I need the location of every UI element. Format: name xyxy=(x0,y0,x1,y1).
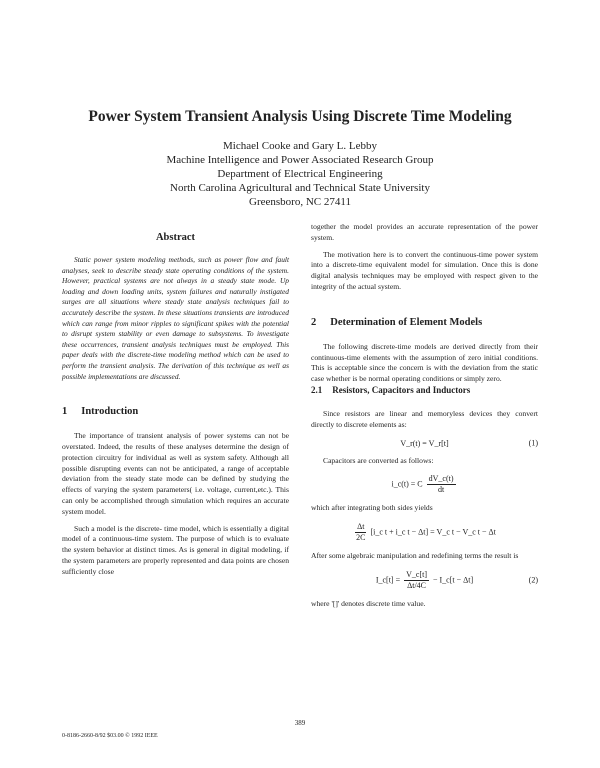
intro-number: 1 xyxy=(62,406,68,418)
copyright-line: 0-8186-2660-8/92 $03.00 © 1992 IEEE xyxy=(62,733,158,739)
integration-paragraph: which after integrating both sides yields xyxy=(311,503,433,513)
subsection21-number: 2.1 xyxy=(311,384,323,395)
intro-paragraph-1: The importance of transient analysis of power systems can not be overstated. Indeed, the results of these analyses determine the design of protection circuitry for individual as well as system safety. Although all possible disrupting events can not be anticipated, a range of acceptable deviation from the steady state mode can be defined by studying the effects of varying the system parameters( i.e. voltage, current,etc.). This can only be accomplished through simulation which requires an accurate system model. xyxy=(62,431,289,516)
section2-title: Determination of Element Models xyxy=(330,316,483,328)
intro-title: Introduction xyxy=(81,406,139,418)
equation-capacitor-fraction xyxy=(427,474,456,495)
intro-paragraph-2: Such a model is the discrete- time model, which is essentially a digital model of a continuous-time system. The purpose of which is to evaluate the system behavior at distinct times. As is general in digital modeling, if the system parameters are properly represented and data points are chosen sufficiently close xyxy=(62,523,289,576)
capacitor-paragraph: Capacitors are converted as follows: xyxy=(323,455,434,465)
discrete-note-paragraph: where '[]' denotes discrete time value. xyxy=(311,598,426,608)
equation-1-body: V_r(t) = V_r[t] xyxy=(400,438,449,448)
equation-2-lhs: I_c[t] = xyxy=(375,575,401,585)
equation-capacitor-denominator: dt xyxy=(437,485,445,495)
author-location: Greensboro, NC 27411 xyxy=(249,196,351,208)
equation-2-numerator: V_c[t] xyxy=(406,569,427,579)
equation-capacitor xyxy=(311,474,538,495)
author-university: North Carolina Agricultural and Technical State University xyxy=(170,182,430,194)
equation-2-denominator: Δt/4C xyxy=(407,580,427,590)
equation-2-fraction xyxy=(404,570,429,591)
intro-heading xyxy=(62,406,289,417)
author-department: Department of Electrical Engineering xyxy=(217,168,383,180)
author-group: Machine Intelligence and Power Associated Research Group xyxy=(166,154,434,166)
motivation-paragraph: The motivation here is to convert the continuous-time power system into a discrete-time equivalent model for simulation. Once this is done digital analysis techniques may be employed with respect given to the integrity of the actual system. xyxy=(311,249,538,291)
right-column xyxy=(311,222,538,610)
equation-capacitor-numerator: dV_c(t) xyxy=(428,474,454,484)
equation-2 xyxy=(311,570,538,591)
author-names: Michael Cooke and Gary L. Lebby xyxy=(223,140,377,152)
section2-paragraph: The following discrete-time models are derived directly from their continuous-time elements with the assumption of zero initial conditions. This is acceptable since the concern is with the deviation from the static case whether is be normal operating conditions or simply zero. xyxy=(311,341,538,384)
subsection21-heading xyxy=(311,385,538,395)
equation-2-number: (2) xyxy=(528,575,538,585)
equation-integral-rhs: [i_c t + i_c t − Δt] = V_c t − V_c t − Δt xyxy=(370,527,496,537)
section2-number: 2 xyxy=(311,316,317,328)
section2-heading xyxy=(311,317,538,328)
left-column xyxy=(62,232,289,577)
equation-integral-fraction xyxy=(355,522,366,543)
author-block xyxy=(0,139,600,209)
abstract-text: Static power system modeling methods, such as power flow and fault analyses, seek to describe steady state operating conditions of the system. However, practical systems are not always in a steady state mode. Up loading and down loading units, system failures and naturally instigated surges are all situations where steady state analysis techniques fail to accurately describe the system. In these situations transients are introduced which can range from minor ripples to significant spikes with the potential to disrupt system stability or even damage to subsystems. To investigate these occurrences, transient analysis techniques must be employed. This paper deals with the discrete-time modeling method which can be used to perform the transient analysis. The derivation of this technique as well as possible implementations are discussed. xyxy=(62,255,289,381)
subsection21-title: Resistors, Capacitors and Inductors xyxy=(332,384,471,395)
resistor-paragraph: Since resistors are linear and memoryless devices they convert directly to discrete elements as: xyxy=(311,408,538,429)
abstract-heading: Abstract xyxy=(155,232,196,243)
equation-1 xyxy=(311,439,538,448)
equation-2-rhs: − I_c[t − Δt] xyxy=(433,575,474,585)
paper-title: Power System Transient Analysis Using Discrete Time Modeling xyxy=(88,108,512,125)
equation-1-number: (1) xyxy=(528,438,538,448)
manipulation-paragraph: After some algebraic manipulation and redefining terms the result is xyxy=(311,551,519,561)
equation-integral xyxy=(311,522,538,543)
equation-capacitor-lhs: i_c(t) = C xyxy=(391,479,423,489)
equation-integral-denominator: 2C xyxy=(356,533,366,543)
equation-integral-numerator: Δt xyxy=(357,522,365,532)
continuation-paragraph: together the model provides an accurate representation of the power system. xyxy=(311,222,538,242)
page-number: 389 xyxy=(294,719,306,727)
